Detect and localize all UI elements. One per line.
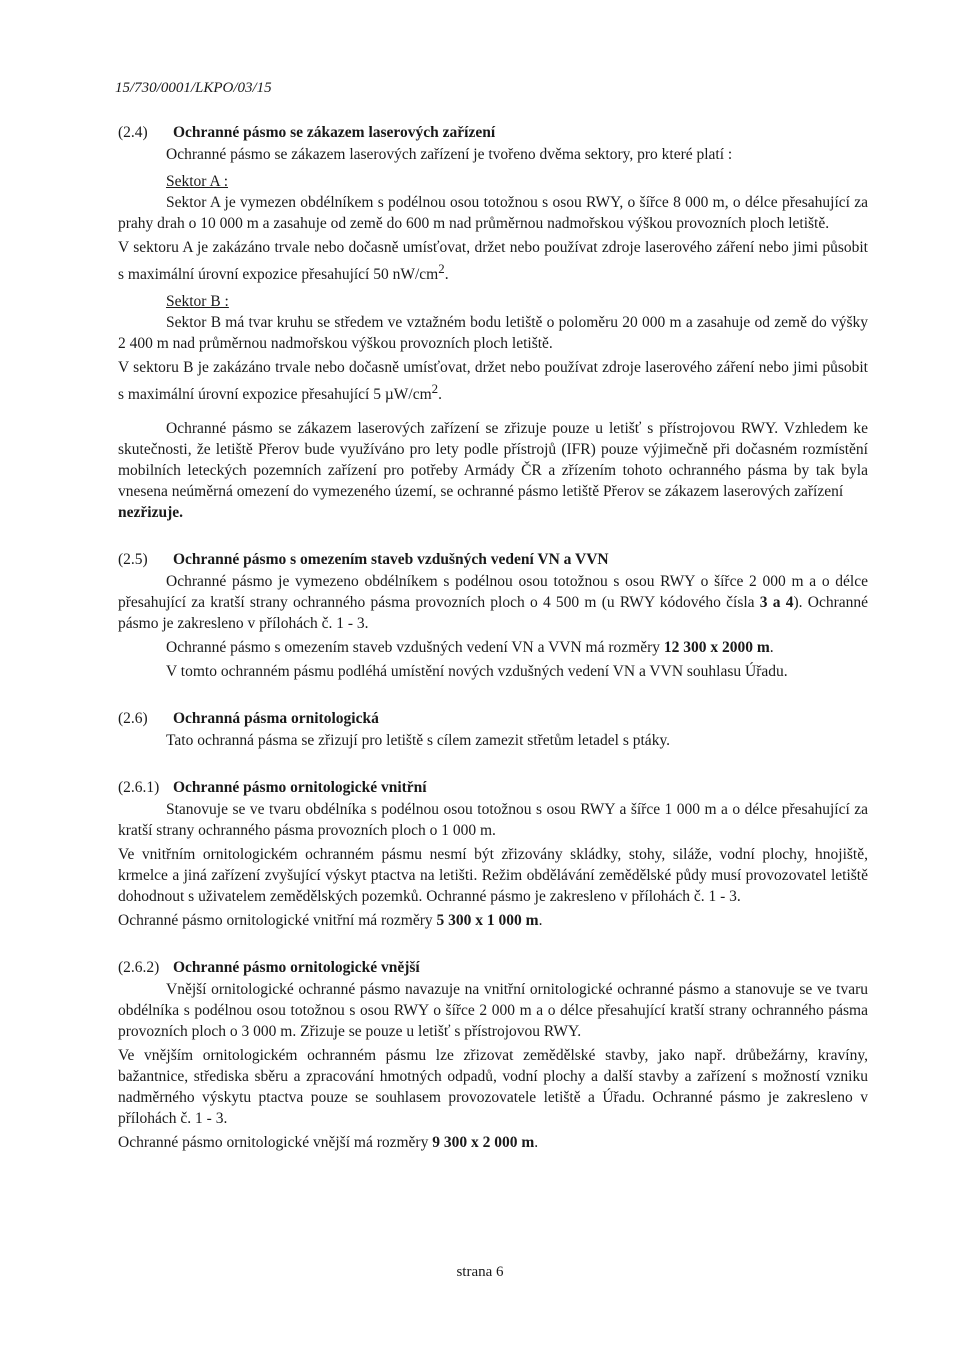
dimensions: 12 300 x 2000 m: [663, 639, 770, 657]
text: .: [538, 912, 543, 930]
text: Ochranné pásmo s omezením staveb vzdušných vedení VN a VVN má rozměry: [166, 639, 664, 657]
text: Ochranné pásmo ornitologické vnější má rozměry: [118, 1134, 433, 1152]
section-number: (2.5): [118, 551, 148, 569]
restriction-text: V sektoru A je zakázáno trvale nebo dočasně umísťovat, držet nebo používat zdroje laserového záření nebo jimi působit s maximální úrovní expozice přesahující 50 nW/cm: [118, 239, 868, 284]
section-title: Ochranná pásma ornitologická: [173, 710, 379, 728]
sector-a-restriction: [118, 237, 868, 285]
section-title: Ochranné pásmo ornitologické vnitřní: [173, 779, 427, 797]
punctuation: .: [444, 266, 449, 284]
section-2-6-2: [118, 957, 868, 1153]
section-heading: [118, 122, 868, 143]
text: .: [769, 639, 774, 657]
paragraph: [118, 571, 868, 634]
text: ). Ochranné pásmo je zakresleno v přílohách č. 1 - 3.: [118, 594, 869, 633]
section-title: Ochranné pásmo ornitologické vnější: [173, 959, 420, 977]
sector-a-title: Sektor A :: [166, 173, 229, 190]
section-title: Ochranné pásmo se zákazem laserových zařízení: [173, 124, 496, 141]
section-number: (2.6.2): [118, 959, 160, 977]
section-number: (2.6.1): [118, 779, 160, 797]
section-2-6-1: [118, 777, 868, 931]
sector-b-title: Sektor B :: [166, 293, 229, 311]
section-2-4: [118, 122, 868, 523]
closing-text: Ochranné pásmo se zákazem laserových zařízení se zřizuje pouze u letišť s přístrojovou RWY. Vzhledem ke skutečnosti, že letiště Přerov bude využíváno pro lety podle přístrojů (IFR) pouze výjimečně při dočasném rozmístění mobilních leteckých pozemních zařízení pro potřeby Armády ČR a zřízením tohoto ochranného pásma by tak byla vnesena neúměrná omezení do vymezeného území, se ochranné pásmo letiště Přerov se zákazem laserových zařízení: [118, 420, 868, 501]
dimensions: 9 300 x 2 000 m: [432, 1134, 535, 1152]
paragraph: Stanovuje se ve tvaru obdélníka s podélnou osou totožnou s osou RWY a šířce 1 000 m a o délce přesahující za kratší strany ochranného pásma provozních ploch o 1 000 m.: [118, 801, 868, 840]
dimensions-paragraph: [118, 1132, 868, 1153]
paragraph: Ve vnitřním ornitologickém ochranném pásmu nesmí být zřizovány skládky, stohy, siláže, vodní plochy, hnojiště, krmelce a jiná zařízení zvyšující výskyt ptactva na letišti. Režim obdělávání zemědělské půdy musí provozovatel letiště dohodnout s uživatelem zemědělských pozemků. Ochranné pásmo je zakresleno v přílohách č. 1 - 3.: [118, 846, 868, 906]
section-2-6: [118, 708, 868, 751]
sector-a-paragraph: Sektor A je vymezen obdélníkem s podélnou osou totožnou s osou RWY, o šířce 8 000 m, o délce přesahující za prahy drah o 10 000 m a zasahuje od země do 600 m nad průměrnou nadmořskou výškou provozních ploch letiště.: [118, 194, 868, 232]
section-heading: [118, 708, 868, 729]
sector-b-restriction: [118, 357, 868, 405]
text: Ochranné pásmo ornitologické vnitřní má rozměry: [118, 912, 437, 930]
closing-paragraph: [118, 418, 868, 523]
paragraph: Vnější ornitologické ochranné pásmo navazuje na vnitřní ornitologické ochranné pásmo a stanovuje se ve tvaru obdélníka s podélnou osou totožnou s osou RWY o šířce 2 000 m a o délce přesahující kratší strany ochranného pásma provozních ploch o 3 000 m. Zřizuje se pouze u letišť s přístrojovou RWY.: [118, 981, 868, 1041]
section-title: Ochranné pásmo s omezením staveb vzdušných vedení VN a VVN: [173, 551, 609, 569]
punctuation: .: [438, 386, 442, 404]
dimensions-paragraph: [118, 910, 868, 931]
dimensions: 5 300 x 1 000 m: [436, 912, 539, 930]
section-heading: [118, 957, 868, 978]
section-heading: [118, 549, 868, 570]
page-number: strana 6: [456, 1264, 504, 1280]
superscript: 2: [431, 381, 439, 397]
section-number: (2.4): [118, 124, 148, 141]
section-number: (2.6): [118, 710, 148, 728]
document-reference: 15/730/0001/LKPO/03/15: [115, 80, 272, 96]
code-number: 3 a 4: [759, 594, 794, 612]
closing-emphasis: nezřizuje.: [118, 504, 183, 522]
section-intro: Ochranné pásmo se zákazem laserových zařízení je tvořeno dvěma sektory, pro které platí :: [166, 146, 733, 163]
sector-b-paragraph: Sektor B má tvar kruhu se středem ve vztažném bodu letiště o poloměru 20 000 m a zasahuje od země do výšky 2 400 m nad průměrnou nadmořskou výškou provozních ploch letiště.: [118, 314, 868, 353]
superscript: 2: [438, 261, 445, 276]
restriction-text: V sektoru B je zakázáno trvale nebo dočasně umísťovat, držet nebo používat zdroje laserového záření nebo jimi působit s maximální úrovní expozice přesahující 5 µW/cm: [118, 359, 868, 404]
paragraph: Tato ochranná pásma se zřizují pro letiště s cílem zamezit střetům letadel s ptáky.: [166, 732, 671, 750]
text: .: [534, 1134, 539, 1152]
paragraph: Ve vnějším ornitologickém ochranném pásmu lze zřizovat zemědělské stavby, jako např. drůbežárny, kravíny, bažantnice, střediska sběru a zpracování hmotných odpadů, vodní plochy a další stavby a zařízení s možností vzniku nadměrného výskytu ptactva pouze se souhlasem provozovatele letiště a Úřadu. Ochranné pásmo je zakresleno v přílohách č. 1 - 3.: [118, 1047, 868, 1128]
text: Ochranné pásmo je vymezeno obdélníkem s podélnou osou totožnou s osou RWY o šířce 2 000 m a o délce přesahující za kratší strany ochranného pásma provozních ploch o 4 500 m (u RWY kódového čísla: [118, 573, 868, 612]
dimensions-paragraph: [118, 637, 868, 658]
section-heading: [118, 777, 868, 798]
section-2-5: [118, 549, 868, 682]
paragraph: V tomto ochranném pásmu podléhá umístění nových vzdušných vedení VN a VVN souhlasu Úřadu.: [166, 663, 788, 681]
document-body: [118, 122, 868, 1179]
